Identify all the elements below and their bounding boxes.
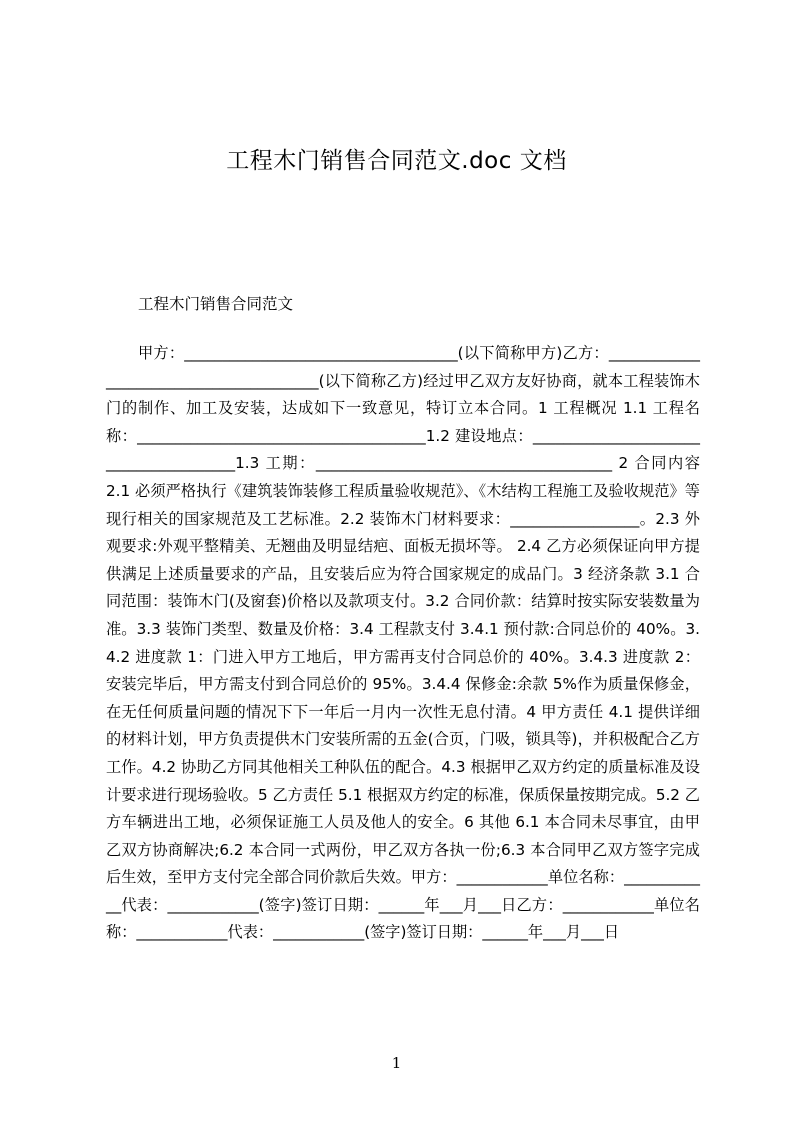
- contract-subtitle: 工程木门销售合同范文: [138, 295, 294, 313]
- page-number: 1: [391, 1054, 402, 1072]
- document-title: 工程木门销售合同范文.doc 文档: [226, 148, 567, 174]
- contract-paragraph: 甲方：____________________________________(以下简称甲方)乙方：________________________________________(以下简称乙方)经过甲乙双方友好协商，就本工程装饰木门的制作、加工及安装，达成如下一致意见，特订立本合同。1 工程概况 1.1 工程名称：______________________________________1.2 建设地点：_______________________________________1.3 工期：_______________________________________ 2 合同内容 2.1 必须严格执行《建筑装饰装修工程质量验收规范》、《木结构工程施工及验收规范》等现行相关的国家规范及工艺标准。2.2 装饰木门材料要求：_________________。2.3 外观要求:外观平整精美、无翘曲及明显结疤、面板无损坏等。 2.4 乙方必须保证向甲方提供满足上述质量要求的产品，且安装后应为符合国家规定的成品门。3 经济条款 3.1 合同范围：装饰木门(及窗套)价格以及款项支付。3.2 合同价款：结算时按实际安装数量为准。3.3 装饰门类型、数量及价格：3.4 工程款支付 3.4.1 预付款:合同总价的 40%。3.4.2 进度款 1：门进入甲方工地后，甲方需再支付合同总价的 40%。3.4.3 进度款 2：安装完毕后，甲方需支付到合同总价的 95%。3.4.4 保修金:余款 5%作为质量保修金，在无任何质量问题的情况下下一年后一月内一次性无息付清。4 甲方责任 4.1 提供详细的材料计划，甲方负责提供木门安装所需的五金(合页，门吸，锁具等)，并积极配合乙方工作。4.2 协助乙方同其他相关工种队伍的配合。4.3 根据甲乙双方约定的质量标准及设计要求进行现场验收。5 乙方责任 5.1 根据双方约定的标准，保质保量按期完成。5.2 乙方车辆进出工地，必须保证施工人员及他人的安全。6 其他 6.1 本合同未尽事宜，由甲乙双方协商解决;6.2 本合同一式两份，甲乙双方各执一份;6.3 本合同甲乙双方签字完成后生效，至甲方支付完全部合同价款后失效。甲方：____________单位名称：____________代表：____________(签字)签订日期：______年___月___日乙方：____________单位名称：____________代表：____________(签字)签订日期：______年___月___日: [106, 344, 700, 942]
- contract-body: [106, 340, 700, 947]
